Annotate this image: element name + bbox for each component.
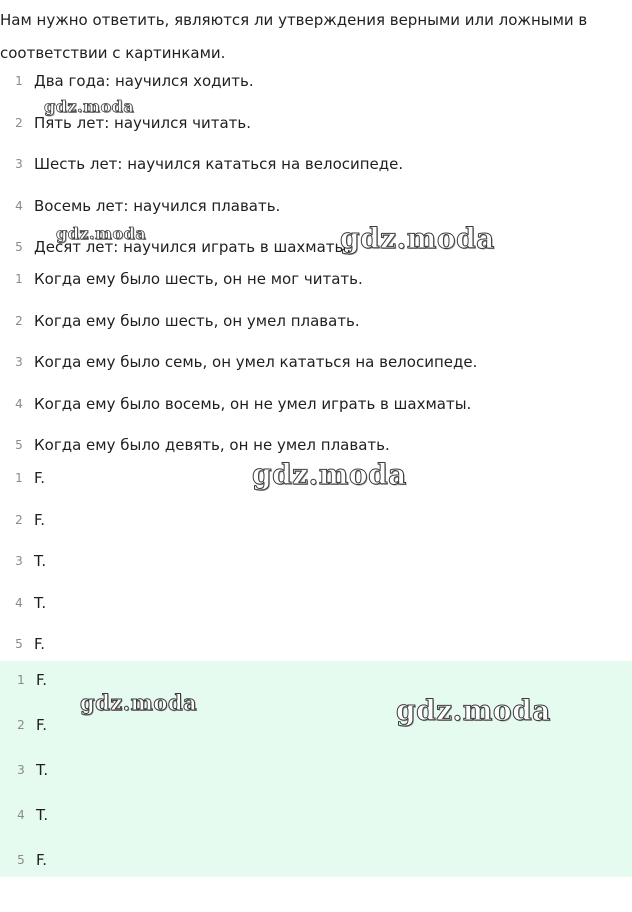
item-number: 4 [17, 808, 25, 822]
list-item [0, 144, 632, 186]
item-number: 3 [15, 554, 23, 568]
item-text: F. [36, 851, 47, 869]
item-number: 5 [15, 438, 23, 452]
item-text: T. [34, 593, 47, 612]
item-text: F. [36, 716, 47, 734]
item-text: F. [34, 469, 45, 487]
list-item [0, 384, 632, 426]
item-number: 1 [15, 471, 23, 485]
list-item [0, 500, 632, 542]
watermark-logo: gdz.moda [340, 222, 495, 255]
list-item [0, 583, 632, 625]
list-item [0, 624, 632, 666]
item-text: F. [34, 635, 45, 653]
watermark-logo: gdz.moda [44, 97, 135, 116]
watermark-logo: gdz.moda [56, 224, 147, 243]
watermark-logo: gdz.moda [396, 694, 551, 727]
item-number: 5 [15, 240, 23, 254]
item-text: T. [36, 761, 49, 779]
item-text: Когда ему было семь, он умел кататься на велосипеде. [34, 353, 478, 371]
list-item [0, 301, 632, 343]
item-number: 1 [15, 74, 23, 88]
watermark-logo: gdz.moda [252, 458, 407, 491]
item-number: 2 [17, 718, 25, 732]
item-number: 3 [15, 355, 23, 369]
item-text: Когда ему было шесть, он не мог читать. [34, 270, 363, 288]
item-text: Десят лет: научился играть в шахматы. [34, 238, 352, 256]
list-item [0, 841, 632, 886]
item-text: Когда ему было девять, он не умел плавать. [34, 436, 390, 454]
item-number: 1 [15, 272, 23, 286]
item-number: 1 [17, 673, 25, 687]
item-text: F. [34, 510, 45, 529]
statements-list [0, 259, 632, 467]
list-item [0, 186, 632, 228]
list-item [0, 751, 632, 796]
item-number: 4 [15, 396, 23, 411]
item-number: 2 [15, 512, 23, 527]
item-number: 5 [17, 853, 25, 867]
list-item [0, 259, 632, 301]
item-text: T. [36, 806, 49, 824]
item-text: Два года: научился ходить. [34, 72, 254, 90]
intro-paragraph: Нам нужно ответить, являются ли утверждения верными или ложными в соответствии с картинками. [0, 11, 588, 62]
item-text: Пять лет: научился читать. [34, 113, 252, 132]
item-text: Когда ему было шесть, он умел плавать. [34, 311, 360, 330]
list-item [0, 796, 632, 841]
item-text: Шесть лет: научился кататься на велосипеде. [34, 155, 404, 173]
item-text: T. [34, 552, 47, 570]
item-number: 2 [15, 313, 23, 328]
list-item [0, 342, 632, 384]
item-number: 4 [15, 595, 23, 610]
item-number: 2 [15, 115, 23, 130]
item-number: 3 [17, 763, 25, 777]
item-text: Восемь лет: научился плавать. [34, 196, 281, 215]
item-number: 3 [15, 157, 23, 171]
item-number: 4 [15, 198, 23, 213]
item-number: 5 [15, 637, 23, 651]
item-text: Когда ему было восемь, он не умел играть в шахматы. [34, 394, 472, 413]
list-item [0, 541, 632, 583]
item-text: F. [36, 671, 47, 689]
watermark-logo: gdz.moda [80, 690, 198, 715]
